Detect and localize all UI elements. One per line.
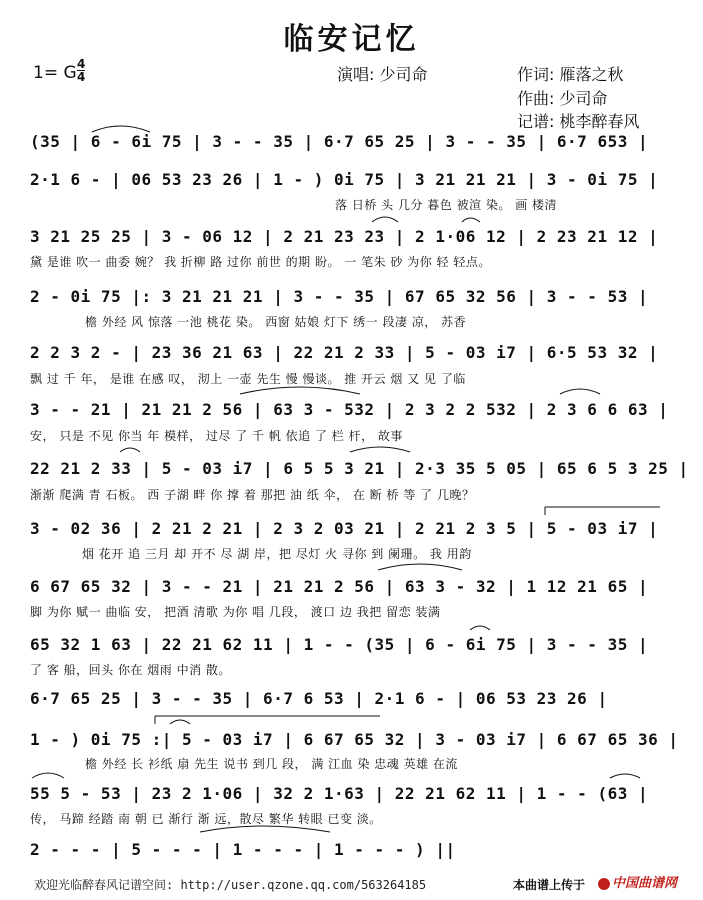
slur-arc — [350, 447, 410, 452]
site-logo-text: 中国曲谱网 — [612, 876, 678, 891]
lyrics-row-13: 传， 马蹄 经踏 南 朝 已 渐行 渐 远，散尽 繁华 转眼 已变 淡。 — [30, 812, 382, 826]
notation-row-2: 2·1 6 - | 06 53 23 26 | 1 - ) 0i 75 | 3 21 21 21 | 3 - 0i 75 | — [30, 170, 659, 189]
slur-arc — [120, 448, 140, 452]
lyrics-row-4: 檐 外经 风 惊落 一池 桃花 染。 西窗 姑娘 灯下 绣一 段凄 凉， 苏香 — [85, 315, 467, 329]
slur-arc — [372, 217, 398, 222]
lyrics-row-6: 安， 只是 不见 你当 年 模样， 过尽 了 千 帆 依追 了 栏 杆， 故事 — [30, 429, 403, 443]
lyricist-credit: 作词: 雁落之秋 — [517, 65, 624, 84]
logo-badge-icon — [598, 878, 610, 890]
key-signature: 1= G — [33, 63, 77, 83]
footer-upload-note: 本曲谱上传于 — [513, 878, 586, 892]
composer-credit: 作曲: 少司命 — [517, 89, 608, 108]
singer-credit: 演唱: 少司命 — [337, 65, 428, 84]
slur-arc — [170, 720, 190, 724]
transcriber-credit: 记谱: 桃李醉春风 — [517, 112, 640, 131]
lyrics-row-2: 落 日桥 头 几分 暮色 被渲 染。 画 楼清 — [335, 198, 558, 212]
song-title: 临安记忆 — [283, 22, 420, 57]
notation-row-4: 2 - 0i 75 |: 3 21 21 21 | 3 - - 35 | 67 65 32 56 | 3 - - 53 | — [30, 287, 649, 306]
notation-row-12: 1 - ) 0i 75 :| 5 - 03 i7 | 6 67 65 32 | 3 - 03 i7 | 6 67 65 36 | — [30, 730, 679, 749]
notation-row-11: 6·7 65 25 | 3 - - 35 | 6·7 6 53 | 2·1 6 - | 06 53 23 26 | — [30, 689, 608, 708]
slur-arc — [378, 564, 462, 570]
slur-arc — [462, 218, 480, 222]
lyrics-row-12: 檐 外经 长 衫纸 扇 先生 说书 到几 段， 满 江血 染 忠魂 英雄 在流 — [85, 757, 458, 771]
lyrics-row-8: 烟 花开 追 三月 却 开不 尽 湖 岸，把 尽灯 火 寻你 到 阑珊。 我 用韵 — [82, 547, 472, 561]
notation-row-5: 2 2 3 2 - | 23 36 21 63 | 22 21 2 33 | 5 - 03 i7 | 6·5 53 32 | — [30, 343, 659, 362]
notation-row-1: (35 | 6 - 6i 75 | 3 - - 35 | 6·7 65 25 | 3 - - 35 | 6·7 653 | — [30, 132, 649, 151]
slur-arc — [200, 826, 330, 832]
footer-credit: 欢迎光临醉春风记谱空间: http://user.qzone.qq.com/563264185 — [34, 878, 427, 892]
slur-arc — [610, 774, 640, 778]
notation-row-10: 65 32 1 63 | 22 21 62 11 | 1 - - (35 | 6 - 6i 75 | 3 - - 35 | — [30, 635, 649, 654]
notation-row-7: 22 21 2 33 | 5 - 03 i7 | 6 5 5 3 21 | 2·3 35 5 05 | 65 6 5 3 25 | — [30, 459, 689, 478]
notation-row-14: 2 - - - | 5 - - - | 1 - - - | 1 - - - ) || — [30, 840, 456, 859]
slur-arc — [560, 389, 600, 394]
lyrics-row-3: 黛 是谁 吹一 曲委 婉？ 我 折柳 路 过你 前世 的期 盼。 一 笔朱 砂 为你 轻 轻点。 — [30, 255, 491, 269]
notation-row-13: 55 5 - 53 | 23 2 1·06 | 32 2 1·63 | 22 21 62 11 | 1 - - (63 | — [30, 784, 649, 803]
slur-arc — [240, 387, 360, 394]
lyrics-row-7: 渐渐 爬满 青 石板。 西 子湖 畔 你 撑 着 那把 油 纸 伞， 在 断 桥 等 了 几晚？ — [30, 488, 475, 502]
lyrics-row-5: 飘 过 千 年， 是谁 在感 叹， 沏上 一壶 先生 慢 慢谈。 推 开云 烟 又 见 了临 — [30, 372, 466, 386]
lyrics-row-10: 了 客 船，回头 你在 烟雨 中消 散。 — [30, 663, 231, 677]
notation-row-9: 6 67 65 32 | 3 - - 21 | 21 21 2 56 | 63 3 - 32 | 1 12 21 65 | — [30, 577, 649, 596]
slur-arc — [32, 773, 64, 778]
time-signature-top: 4 — [77, 57, 86, 71]
notation-row-8: 3 - 02 36 | 2 21 2 21 | 2 3 2 03 21 | 2 21 2 3 5 | 5 - 03 i7 | — [30, 519, 659, 538]
notation-row-6: 3 - - 21 | 21 21 2 56 | 63 3 - 532 | 2 3 2 2 532 | 2 3 6 6 63 | — [30, 400, 669, 419]
notation-row-3: 3 21 25 25 | 3 - 06 12 | 2 21 23 23 | 2 1·06 12 | 2 23 21 12 | — [30, 227, 659, 246]
slur-arc — [470, 626, 490, 630]
time-signature-bottom: 4 — [77, 70, 86, 84]
lyrics-row-9: 脚 为你 赋一 曲临 安， 把酒 清歌 为你 唱 几段， 渡口 边 我把 留恋 装满 — [30, 605, 441, 619]
slur-arc — [92, 126, 150, 132]
site-logo — [598, 872, 677, 891]
